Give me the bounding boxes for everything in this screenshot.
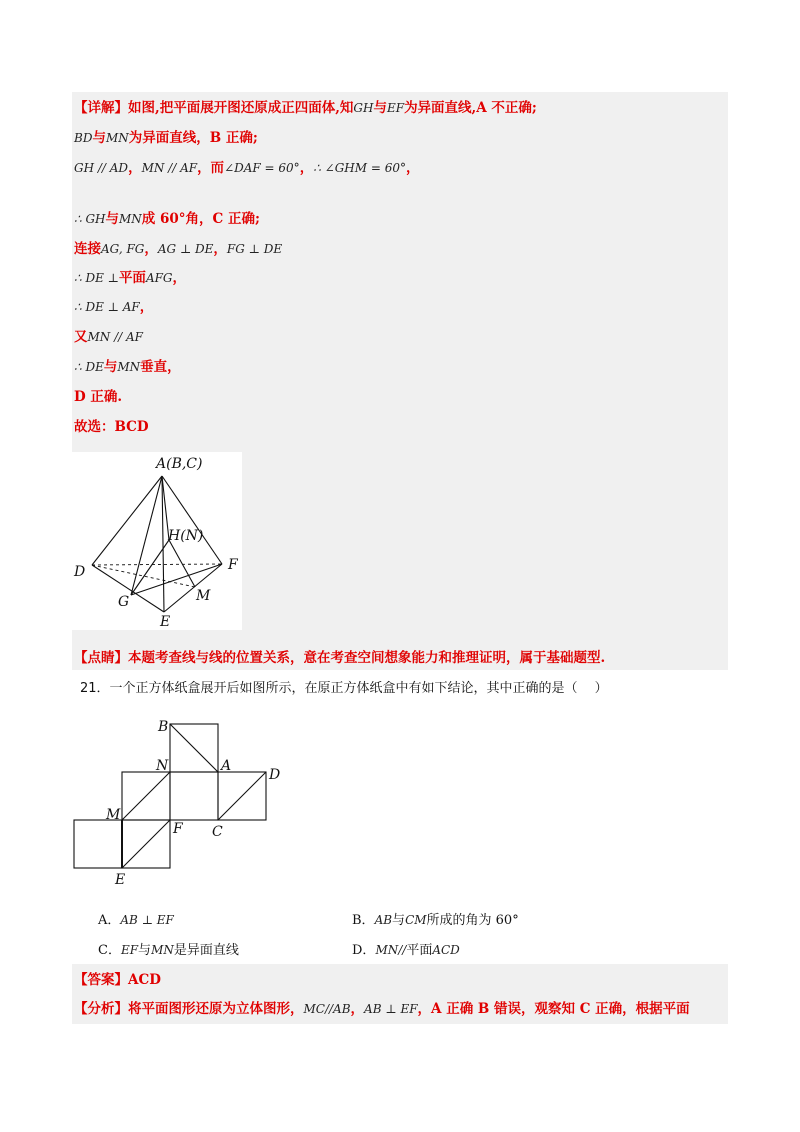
solution-line-8 xyxy=(74,327,143,347)
text: 垂直， xyxy=(140,359,181,375)
math: ∴ GH xyxy=(74,212,106,226)
figure-background xyxy=(72,452,242,630)
text: 平面 xyxy=(118,270,146,286)
solution-line-7 xyxy=(74,297,153,317)
net-label-C: C xyxy=(212,824,223,840)
text: 成 60°角，C 正确; xyxy=(141,211,260,227)
text: 所成的角为 60° xyxy=(426,913,519,928)
math: MN xyxy=(117,360,141,374)
text: 为异面直线，B 正确; xyxy=(128,130,258,146)
math: ACD xyxy=(432,943,460,957)
option-label: B． xyxy=(352,913,375,928)
text: 平面 xyxy=(406,943,433,958)
math: MN xyxy=(105,131,129,145)
label-H: H(N) xyxy=(168,528,204,544)
text: 如图,把平面展开图还原成正四面体,知 xyxy=(128,100,354,116)
question-number: 21． xyxy=(80,681,110,696)
text: ，而 xyxy=(197,160,225,176)
text: ， xyxy=(144,241,158,257)
text: ， xyxy=(139,299,154,315)
math: ∠DAF = 60° xyxy=(224,161,300,175)
math: ∴ DE ⊥ AF xyxy=(74,300,140,314)
math: AB ⊥ EF xyxy=(120,913,174,927)
net-square-bottom-1 xyxy=(74,820,122,868)
text: 又 xyxy=(74,329,88,345)
solution-line-5 xyxy=(74,239,282,259)
text: ， xyxy=(299,160,314,176)
question-text: 一个正方体纸盒展开后如图所示，在原正方体纸盒中有如下结论，其中正确的是（ ） xyxy=(109,681,608,696)
tetrahedron-figure xyxy=(72,452,242,630)
net-label-N: N xyxy=(156,758,169,774)
analysis-tag: 【分析】 xyxy=(74,1001,128,1017)
option-b xyxy=(352,910,519,931)
text: 与 xyxy=(373,100,387,116)
math: MN // AF xyxy=(141,161,198,175)
net-label-E: E xyxy=(115,872,126,888)
comment-line xyxy=(74,648,605,668)
answer-line xyxy=(74,970,161,990)
math: GH // AD xyxy=(74,161,129,175)
answer-tag: 【答案】 xyxy=(74,972,128,988)
math: EF xyxy=(386,101,405,115)
math: GH xyxy=(353,101,374,115)
solution-line-1 xyxy=(74,98,537,118)
solution-line-10: D 正确. xyxy=(74,389,123,405)
diag-EF xyxy=(122,820,170,868)
math: ∴ ∠GHM = 60° xyxy=(313,161,406,175)
math: AG, FG xyxy=(101,242,145,256)
solution-line-3 xyxy=(74,158,419,178)
option-label: C． xyxy=(98,943,121,958)
solution-line-2 xyxy=(74,128,258,148)
comment-text: 本题考查线与线的位置关系，意在考查空间想象能力和推理证明，属于基础题型. xyxy=(128,650,606,666)
cube-net-figure xyxy=(60,712,300,892)
option-c xyxy=(98,940,239,961)
text: 与 xyxy=(105,211,119,227)
solution-line-9 xyxy=(74,357,181,377)
diag-MN xyxy=(122,772,170,820)
math: AB xyxy=(374,913,393,927)
math: MN xyxy=(151,943,174,957)
text: 为异面直线,A 不正确; xyxy=(404,100,537,116)
text: 与 xyxy=(103,359,118,375)
math: BD xyxy=(74,131,93,145)
label-E: E xyxy=(160,614,171,630)
math: MN // AF xyxy=(87,330,143,344)
diag-CD xyxy=(218,772,266,820)
detail-tag: 【详解】 xyxy=(74,100,128,116)
math: AFG xyxy=(145,271,173,285)
option-a xyxy=(98,910,174,931)
label-A: A(B,C) xyxy=(156,456,203,472)
text: 连接 xyxy=(74,241,101,257)
math: MN// xyxy=(375,943,407,957)
net-label-D: D xyxy=(269,767,281,783)
text: ，A 正确 B 错误，观察知 C 正确，根据平面 xyxy=(417,1001,690,1017)
option-label: A． xyxy=(98,913,121,928)
label-F: F xyxy=(228,557,238,573)
text: ， xyxy=(213,241,227,257)
analysis-line xyxy=(74,999,690,1019)
question-line xyxy=(80,679,608,699)
net-label-F: F xyxy=(173,821,183,837)
option-d xyxy=(352,940,460,961)
math: FG ⊥ DE xyxy=(226,242,283,256)
math: ∴ DE ⊥ xyxy=(74,271,119,285)
math: ∴ DE xyxy=(74,360,104,374)
math: AG ⊥ DE xyxy=(157,242,214,256)
math: MC//AB xyxy=(303,1002,351,1016)
text: ， xyxy=(405,160,420,176)
label-D: D xyxy=(74,564,86,580)
option-label: D． xyxy=(352,943,376,958)
math: EF xyxy=(120,943,139,957)
comment-tag: 【点睛】 xyxy=(74,650,128,666)
text: 将平面图形还原为立体图形， xyxy=(128,1001,304,1017)
text: ， xyxy=(128,160,142,176)
text: 是异面直线 xyxy=(173,943,239,958)
text: ， xyxy=(350,1001,365,1017)
label-M: M xyxy=(196,588,211,604)
solution-line-4 xyxy=(74,209,260,229)
net-label-B: B xyxy=(158,719,169,735)
text: 与 xyxy=(392,913,406,928)
text: 与 xyxy=(138,943,152,958)
math: AB ⊥ EF xyxy=(364,1002,418,1016)
solution-line-6 xyxy=(74,268,186,288)
math: CM xyxy=(405,913,427,927)
net-label-M: M xyxy=(106,807,121,823)
answer-value: ACD xyxy=(128,972,161,988)
text: ， xyxy=(172,270,187,286)
net-label-A: A xyxy=(221,758,232,774)
label-G: G xyxy=(118,594,130,610)
math: MN xyxy=(119,212,142,226)
solution-line-11: 故选：BCD xyxy=(74,419,149,435)
net-square-mid-2 xyxy=(170,772,218,820)
text: 与 xyxy=(92,130,106,146)
diag-BA xyxy=(170,724,218,772)
